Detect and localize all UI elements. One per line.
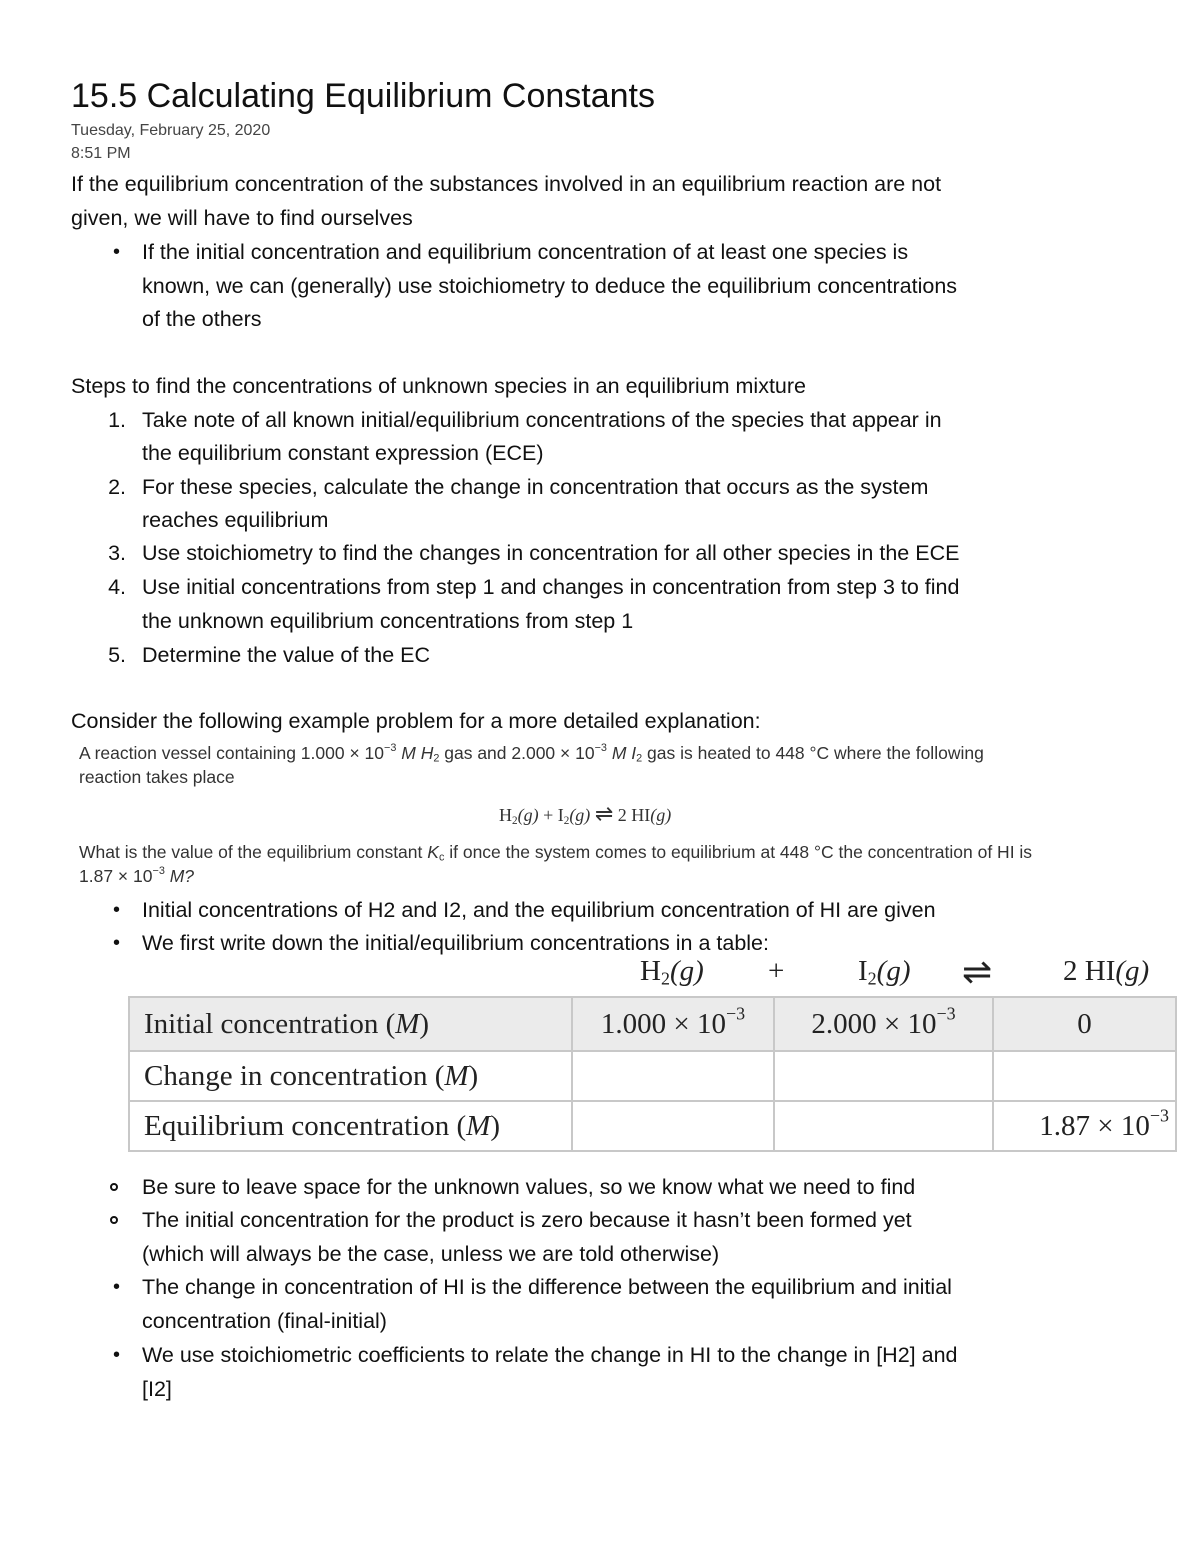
intro-line-1: If the equilibrium concentration of the substances involved in an equilibrium reaction are not <box>71 172 942 196</box>
intro-line-2: given, we will have to find ourselves <box>71 206 413 230</box>
hollow-bullet-icon <box>110 1216 118 1224</box>
eq-header-i2: $I_2(g)$ <box>858 955 911 989</box>
row-label: Equilibrium concentration (M) <box>129 1101 572 1151</box>
example-heading: Consider the following example problem for a more detailed explanation: <box>71 709 761 733</box>
step-number: 2. <box>108 475 126 499</box>
example-bullet-2: We first write down the initial/equilibrium concentrations in a table: <box>142 931 769 955</box>
table-row-change <box>129 1051 1176 1101</box>
cell-hi-equilibrium: $1.87 \times 10^{-3}$ <box>993 1101 1176 1151</box>
cell-hi-initial: 0 <box>993 997 1176 1051</box>
note-time: 8:51 PM <box>71 145 131 162</box>
hollow-bullet-icon <box>110 1183 118 1191</box>
intro-bullet-line-1: If the initial concentration and equilibrium concentration of at least one species is <box>142 240 909 264</box>
bullet-marker: • <box>113 1344 121 1366</box>
note-date: Tuesday, February 25, 2020 <box>71 122 271 139</box>
problem-statement-line-1: A reaction vessel containing $1.000 \times 10^{-3}$ M $H_2$ gas and $2.000 \times 10^{-3}$ M $I_2$ gas is heated to 448 °C where the following <box>79 741 984 765</box>
step-1-line-2: the equilibrium constant expression (ECE) <box>142 441 544 465</box>
cell-h2-initial: $1.000 \times 10^{-3}$ <box>572 997 774 1051</box>
example-bullet-1: Initial concentrations of H2 and I2, and the equilibrium concentration of HI are given <box>142 898 936 922</box>
row-label: Initial concentration (M) <box>129 997 572 1051</box>
step-5-line-1: Determine the value of the EC <box>142 643 431 667</box>
reaction-equation-small: $H_2(g) + I_2(g)$ ⇌ 2 HI(g) <box>499 801 672 827</box>
cell-i2-initial: $2.000 \times 10^{-3}$ <box>774 997 993 1051</box>
eq-header-hi: 2 HI(g) <box>1063 955 1150 987</box>
note-bullet-4-line-1: We use stoichiometric coefficients to relate the change in HI to the change in [H2] and <box>142 1343 958 1367</box>
intro-bullet-line-3: of the others <box>142 307 262 331</box>
cell-i2-equilibrium <box>774 1101 993 1151</box>
note-bullet-4-line-2: [I2] <box>142 1377 172 1401</box>
note-bullet-3-line-1: The change in concentration of HI is the difference between the equilibrium and initial <box>142 1275 952 1299</box>
ice-table <box>128 996 1177 1152</box>
bullet-marker: • <box>113 1276 121 1298</box>
step-4-line-1: Use initial concentrations from step 1 and changes in concentration from step 3 to find <box>142 575 960 599</box>
note-bullet-3-line-2: concentration (final-initial) <box>142 1309 387 1333</box>
eq-header-h2: $H_2(g)$ <box>640 955 704 989</box>
note-sub-1: Be sure to leave space for the unknown values, so we know what we need to find <box>142 1175 916 1199</box>
row-label: Change in concentration (M) <box>129 1051 572 1101</box>
step-2-line-2: reaches equilibrium <box>142 508 329 532</box>
cell-h2-change <box>572 1051 774 1101</box>
cell-i2-change <box>774 1051 993 1101</box>
equilibrium-arrow-icon: ⇌ <box>962 952 993 992</box>
steps-heading: Steps to find the concentrations of unknown species in an equilibrium mixture <box>71 374 806 398</box>
problem-statement-line-2: reaction takes place <box>79 767 235 787</box>
note-sub-2-line-1: The initial concentration for the product is zero because it hasn’t been formed yet <box>142 1208 912 1232</box>
table-row-equilibrium <box>129 1101 1176 1151</box>
eq-header-plus: + <box>768 955 785 987</box>
bullet-marker: • <box>113 899 121 921</box>
step-number: 1. <box>108 408 126 432</box>
step-number: 3. <box>108 541 126 565</box>
table-row-initial <box>129 997 1176 1051</box>
step-number: 5. <box>108 643 126 667</box>
cell-h2-equilibrium <box>572 1101 774 1151</box>
intro-bullet-line-2: known, we can (generally) use stoichiometry to deduce the equilibrium concentrations <box>142 274 958 298</box>
step-3-line-1: Use stoichiometry to find the changes in concentration for all other species in the ECE <box>142 541 960 565</box>
note-sub-2-line-2: (which will always be the case, unless we are told otherwise) <box>142 1242 720 1266</box>
step-4-line-2: the unknown equilibrium concentrations from step 1 <box>142 609 634 633</box>
problem-question-line-2: $1.87 \times 10^{-3}$ M? <box>79 864 195 886</box>
step-number: 4. <box>108 575 126 599</box>
step-2-line-1: For these species, calculate the change in concentration that occurs as the system <box>142 475 929 499</box>
page-title: 15.5 Calculating Equilibrium Constants <box>71 77 655 115</box>
step-1-line-1: Take note of all known initial/equilibrium concentrations of the species that appear in <box>142 408 942 432</box>
bullet-marker: • <box>113 241 121 263</box>
cell-hi-change <box>993 1051 1176 1101</box>
problem-question-line-1: What is the value of the equilibrium constant $K_c$ if once the system comes to equilibrium at 448 °C the concentration of HI is <box>79 842 1033 864</box>
bullet-marker: • <box>113 932 121 954</box>
